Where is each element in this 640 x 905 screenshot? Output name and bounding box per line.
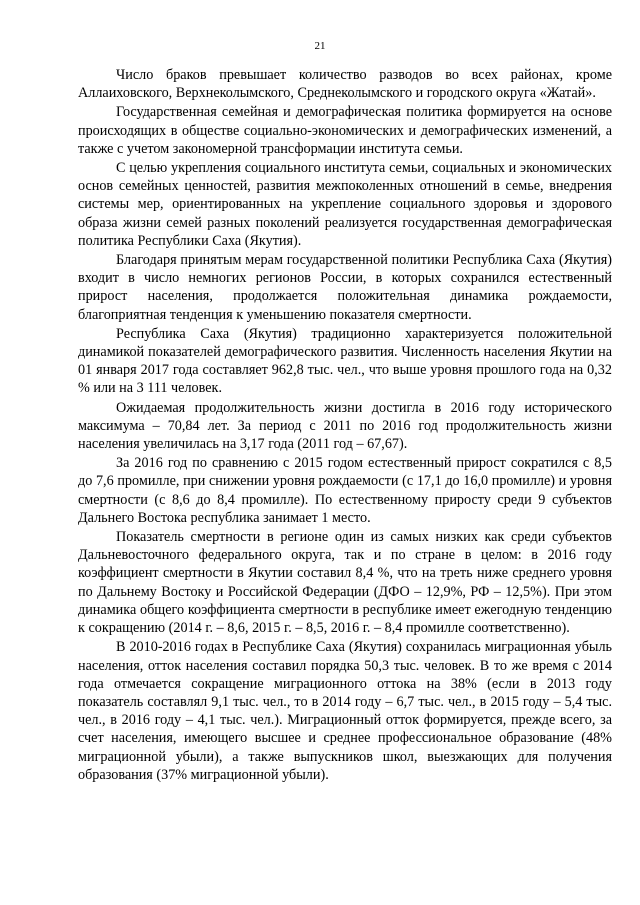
paragraph-family-institution: С целью укрепления социального института семьи, социальных и экономических основ семейных ценностей, развития межпоколенных отношений в семье, внедрения системы мер, ориентированных на укрепление социального здоровья и здорового образа жизни семей разных поколений реализуется государственная демографическая политика Республики Саха (Якутия). xyxy=(78,160,612,249)
paragraph-natural-growth: Благодаря принятым мерам государственной политики Республика Саха (Якутия) входит в число немногих регионов России, в которых сохранился естественный прирост населения, продолжается положительная динамика рождаемости, благоприятная тенденция к уменьшению показателя смертности. xyxy=(78,252,612,323)
paragraph-population: Республика Саха (Якутия) традиционно характеризуется положительной динамикой показателей демографического развития. Численность населения Якутии на 01 января 2017 года составляет 962,8 тыс. чел., что выше уровня прошлого года на 0,32 % или на 3 111 человек. xyxy=(78,325,612,397)
paragraph-migration: В 2010-2016 годах в Республике Саха (Якутия) сохранилась миграционная убыль населения, отток населения составил порядка 50,3 тыс. человек. В то же время с 2014 года отмечается сокращение миграционного оттока на 38% (если в 2013 году показатель составлял 9,1 тыс. чел., то в 2014 году – 6,7 тыс. чел., в 2015 году – 5,4 тыс. чел., в 2016 году – 4,1 тыс. чел.). Миграционный отток формируется, прежде всего, за счет населения, имеющего высшее и среднее профессиональное образование (48% миграционной убыли), а также выпускников школ, выезжающих для получения образования (37% миграционной убыли). xyxy=(78,639,612,783)
page-number: 21 xyxy=(314,40,326,52)
paragraph-marriages: Число браков превышает количество разводов во всех районах, кроме Аллаиховского, Верхнеколымского, Среднеколымского и городского округа «Жатай». xyxy=(78,67,612,102)
document-body xyxy=(78,66,612,784)
paragraph-life-expectancy: Ожидаемая продолжительность жизни достигла в 2016 году исторического максимума – 70,84 лет. За период с 2011 по 2016 год продолжительность жизни населения увеличилась на 3,17 года (2011 год – 67,67). xyxy=(78,399,612,453)
paragraph-mortality: Показатель смертности в регионе один из самых низких как среди субъектов Дальневосточного федерального округа, так и по стране в целом: в 2016 году коэффициент смертности в Якутии составил 8,4 %, что на треть ниже среднего уровня по Дальнему Востоку и Российской Федерации (ДФО – 12,9%, РФ – 12,5%). При этом динамика общего коэффициента смертности в республике имеет ежегодную тенденцию к сокращению (2014 г. – 8,6, 2015 г. – 8,5, 2016 г. – 8,4 промилле соответственно). xyxy=(78,529,612,637)
paragraph-family-policy: Государственная семейная и демографическая политика формируется на основе происходящих в обществе социально-экономических и демографических изменений, а также с учетом закономерной трансформации института семьи. xyxy=(78,104,612,157)
paragraph-birth-death-rates: За 2016 год по сравнению с 2015 годом естественный прирост сократился с 8,5 до 7,6 промилле, при снижении уровня рождаемости (с 17,1 до 16,0 промилле) и уровня смертности (с 8,6 до 8,4 промилле). По естественному приросту среди 9 субъектов Дальнего Востока республика занимает 1 место. xyxy=(78,455,612,526)
